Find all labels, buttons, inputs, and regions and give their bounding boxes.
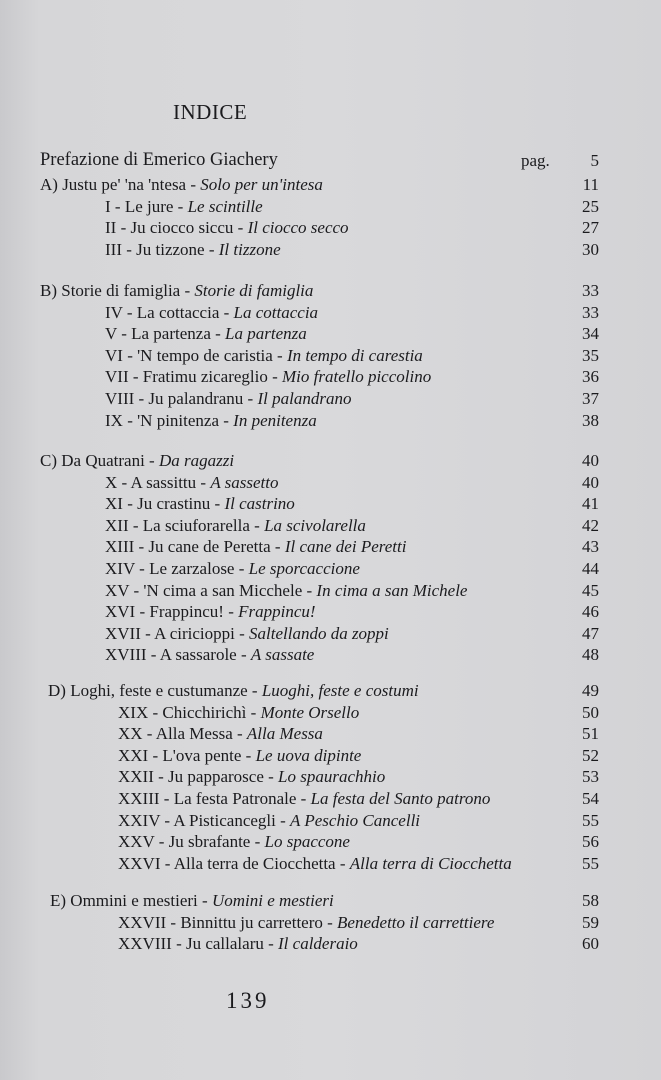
- section-page: 11: [582, 175, 599, 194]
- entry-page: 38: [582, 410, 599, 430]
- toc-entry: [0, 766, 661, 788]
- toc-entry: [0, 810, 661, 832]
- entry-title: XXII - Ju papparosce -: [118, 767, 279, 787]
- toc-entry: [0, 410, 661, 432]
- section-heading: [0, 680, 661, 702]
- entry-page: 37: [582, 388, 599, 408]
- toc-entry: [0, 723, 661, 745]
- toc-entry: [0, 366, 661, 388]
- entry-title-italic: Il cane dei Peretti: [284, 537, 407, 557]
- entry-title-italic: Le sporcaccione: [248, 558, 360, 578]
- section-page: 49: [582, 681, 599, 700]
- entry-page: 30: [582, 239, 599, 259]
- entry-title: XXVIII - Ju callalaru -: [118, 934, 279, 954]
- preface-row-block: [0, 150, 661, 172]
- entry-page: 33: [582, 302, 599, 322]
- entry-title-italic: Saltellando da zoppi: [249, 623, 389, 643]
- entry-title: XXV - Ju sbrafante -: [118, 832, 265, 852]
- entry-title-italic: Le uova dipinte: [255, 745, 362, 765]
- entry-title-italic: Il palandrano: [257, 388, 352, 408]
- toc-entry: [0, 831, 661, 853]
- entry-title-italic: La festa del Santo patrono: [310, 788, 491, 808]
- entry-title: IV - La cottaccia -: [105, 302, 234, 322]
- section-title-italic: Da ragazzi: [158, 451, 235, 470]
- entry-title-italic: In tempo di carestia: [286, 345, 423, 365]
- entry-title: XVIII - A sassarole -: [105, 645, 251, 665]
- preface-label: Prefazione di Emerico Giachery: [40, 150, 278, 170]
- toc-entry: [0, 536, 661, 558]
- preface-row: [0, 150, 661, 172]
- entry-title-italic: Il calderaio: [278, 934, 358, 954]
- section-title-italic: Luoghi, feste e costumi: [261, 681, 419, 700]
- section-heading: [0, 890, 661, 912]
- entry-title-italic: Il castrino: [224, 494, 295, 514]
- section-title-italic: Storie di famiglia: [194, 281, 314, 300]
- entry-title-italic: A Peschio Cancelli: [290, 810, 421, 830]
- toc-entry: [0, 601, 661, 623]
- section-c: [0, 450, 661, 666]
- entry-title-italic: Benedetto il carrettiere: [337, 912, 495, 932]
- entry-page: 42: [582, 515, 599, 535]
- entry-title-italic: Mio fratello piccolino: [282, 367, 432, 387]
- entry-page: 25: [582, 196, 599, 216]
- toc-entry: [0, 217, 661, 239]
- entry-title: X - A sassittu -: [105, 472, 211, 492]
- entry-title: XIX - Chicchirichì -: [118, 702, 261, 722]
- entry-title: XII - La sciuforarella -: [105, 515, 265, 535]
- entry-title: VIII - Ju palandranu -: [105, 388, 258, 408]
- entry-title: V - La partenza -: [105, 324, 226, 344]
- entry-title: XXVI - Alla terra de Ciocchetta -: [118, 853, 350, 873]
- toc-entry: [0, 196, 661, 218]
- entry-title: II - Ju ciocco siccu -: [105, 218, 248, 238]
- toc-entry: [0, 580, 661, 602]
- entry-page: 56: [582, 832, 599, 852]
- entry-title: III - Ju tizzone -: [105, 239, 219, 259]
- toc-entry: [0, 745, 661, 767]
- entry-page: 43: [582, 537, 599, 557]
- section-page: 33: [582, 281, 599, 300]
- entry-title-italic: In penitenza: [233, 410, 317, 430]
- entry-page: 45: [582, 580, 599, 600]
- section-heading: [0, 280, 661, 302]
- entry-page: 46: [582, 602, 599, 622]
- entry-title-italic: Lo spaurachhio: [278, 767, 386, 787]
- entry-title: XVI - Frappincu! -: [105, 602, 239, 622]
- page-number: 139: [226, 988, 270, 1013]
- entry-title: XXVII - Binnittu ju carrettero -: [118, 912, 338, 932]
- entry-page: 51: [582, 724, 599, 744]
- entry-title: XIII - Ju cane de Peretta -: [105, 537, 285, 557]
- entry-title: XVII - A ciricioppi -: [105, 623, 249, 643]
- section-title-italic: Solo per un'intesa: [200, 175, 323, 194]
- entry-title-italic: La scivolarella: [264, 515, 366, 535]
- toc-entry: [0, 933, 661, 955]
- section-b: [0, 280, 661, 431]
- entry-page: 55: [582, 810, 599, 830]
- section-a: [0, 174, 661, 260]
- entry-title: XXIV - A Pisticancegli -: [118, 810, 291, 830]
- entry-page: 52: [582, 745, 599, 765]
- entry-page: 55: [582, 853, 599, 873]
- section-title: D) Loghi, feste e custumanze -: [48, 681, 262, 700]
- entry-page: 40: [582, 472, 599, 492]
- entry-title-italic: Monte Orsello: [260, 702, 360, 722]
- section-title: A) Justu pe' 'na 'ntesa -: [40, 175, 201, 194]
- entry-title: I - Le jure -: [105, 196, 188, 216]
- entry-title-italic: La partenza: [225, 324, 307, 344]
- entry-title: VII - Fratimu zicareglio -: [105, 367, 283, 387]
- entry-title-italic: In cima a san Michele: [316, 580, 468, 600]
- toc-entry: [0, 323, 661, 345]
- pag-label: pag.: [521, 151, 550, 170]
- entry-page: 50: [582, 702, 599, 722]
- toc-entry: [0, 345, 661, 367]
- entry-title: XIV - Le zarzalose -: [105, 558, 249, 578]
- toc-entry: [0, 493, 661, 515]
- entry-page: 48: [582, 645, 599, 665]
- section-d: [0, 680, 661, 874]
- entry-title-italic: Il tizzone: [218, 239, 281, 259]
- entry-page: 27: [582, 218, 599, 238]
- entry-page: 60: [582, 934, 599, 954]
- entry-title-italic: Frappincu!: [238, 602, 316, 622]
- section-heading: [0, 174, 661, 196]
- entry-title: VI - 'N tempo de caristia -: [105, 345, 287, 365]
- entry-title: XI - Ju crastinu -: [105, 494, 225, 514]
- toc-entry: [0, 788, 661, 810]
- toc-entry: [0, 558, 661, 580]
- toc-entry: [0, 912, 661, 934]
- section-title: B) Storie di famiglia -: [40, 281, 195, 300]
- entry-title: XXI - L'ova pente -: [118, 745, 256, 765]
- entry-page: 35: [582, 345, 599, 365]
- toc-entry: [0, 515, 661, 537]
- entry-title-italic: Lo spaccone: [264, 832, 350, 852]
- entry-page: 44: [582, 558, 599, 578]
- section-page: 58: [582, 891, 599, 910]
- toc-entry: [0, 623, 661, 645]
- entry-title: IX - 'N pinitenza -: [105, 410, 234, 430]
- section-e: [0, 890, 661, 955]
- toc-entry: [0, 302, 661, 324]
- entry-title-italic: Le scintille: [187, 196, 263, 216]
- entry-page: 47: [582, 623, 599, 643]
- entry-title-italic: A sassetto: [210, 472, 279, 492]
- section-heading: [0, 450, 661, 472]
- toc-entry: [0, 472, 661, 494]
- toc-entry: [0, 702, 661, 724]
- toc-entry: [0, 644, 661, 666]
- toc-entry: [0, 239, 661, 261]
- section-title: C) Da Quatrani -: [40, 451, 159, 470]
- entry-page: 54: [582, 788, 599, 808]
- entry-title-italic: A sassate: [250, 645, 315, 665]
- entry-page: 53: [582, 767, 599, 787]
- entry-title: XX - Alla Messa -: [118, 724, 247, 744]
- entry-title: XV - 'N cima a san Micchele -: [105, 580, 317, 600]
- section-page: 40: [582, 451, 599, 470]
- entry-page: 41: [582, 494, 599, 514]
- section-title-italic: Uomini e mestieri: [211, 891, 334, 910]
- preface-page: 5: [590, 151, 599, 170]
- entry-page: 59: [582, 912, 599, 932]
- toc-entry: [0, 388, 661, 410]
- entry-page: 34: [582, 324, 599, 344]
- index-title: INDICE: [173, 100, 248, 124]
- section-title: E) Ommini e mestieri -: [50, 891, 212, 910]
- entry-title-italic: Alla terra di Ciocchetta: [349, 853, 512, 873]
- entry-page: 36: [582, 367, 599, 387]
- toc-entry: [0, 853, 661, 875]
- entry-title: XXIII - La festa Patronale -: [118, 788, 311, 808]
- entry-title-italic: Alla Messa: [246, 724, 323, 744]
- entry-title-italic: Il ciocco secco: [247, 218, 349, 238]
- entry-title-italic: La cottaccia: [233, 302, 319, 322]
